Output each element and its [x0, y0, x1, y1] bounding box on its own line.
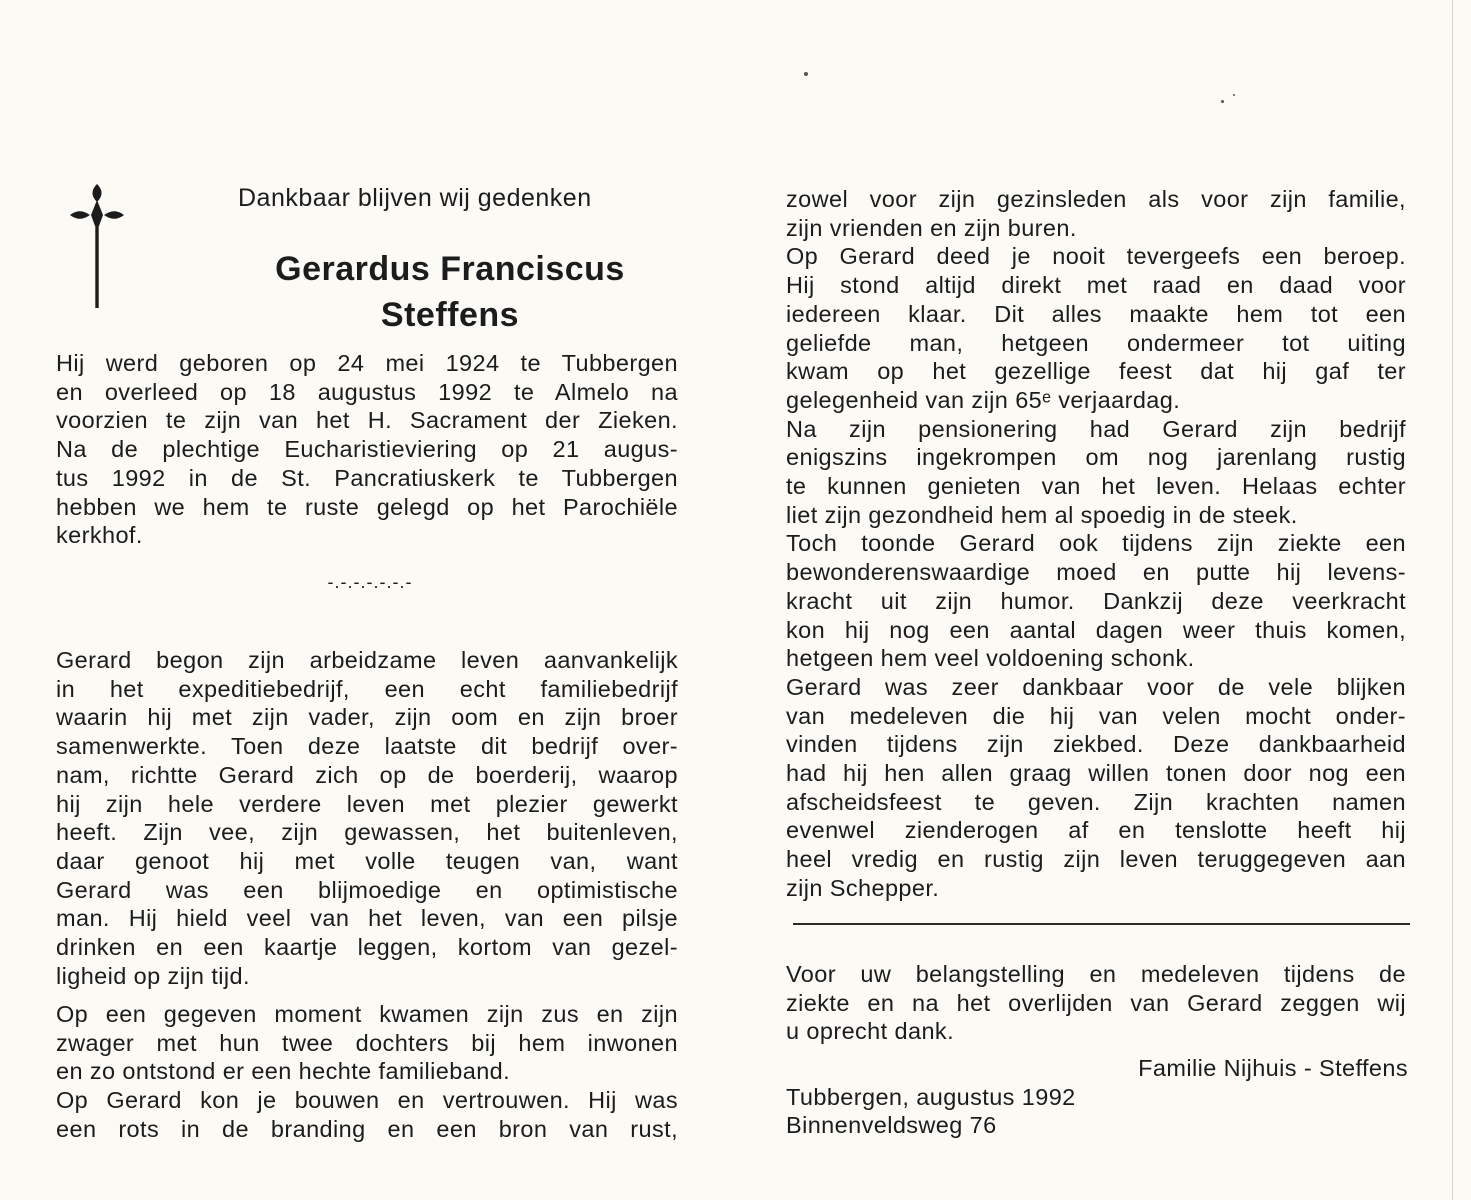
family-paragraph — [56, 1000, 678, 1144]
card-fold-line — [1452, 0, 1453, 1200]
text-line: enigszins ingekrompen om nog jarenlang rustig — [786, 444, 1406, 471]
thanks-paragraph — [786, 960, 1406, 1046]
text-line: een rots in de branding en een bron van rust, — [56, 1115, 678, 1142]
text-line: vinden tijdens zijn ziekbed. Deze dankbaarheid — [786, 731, 1406, 758]
text-line: drinken en een kaartje leggen, kortom van gezel- — [56, 934, 678, 961]
text-line: hebben we hem te ruste gelegd op het Parochiële — [56, 493, 678, 520]
text-line: kracht uit zijn humor. Dankzij deze veerkracht — [786, 587, 1406, 614]
text-line: heel vredig en rustig zijn leven teruggegeven aan — [786, 846, 1406, 873]
text-line: ziekte en na het overlijden van Gerard zeggen wij — [786, 989, 1406, 1016]
text-line: voorzien te zijn van het H. Sacrament der Zieken. — [56, 407, 678, 434]
cross-icon — [70, 184, 124, 308]
ornamental-separator: -.-.-.-.-.-.- — [327, 572, 413, 592]
text-line: gelegenheid van zijn 65ᵉ verjaardag. — [786, 386, 1181, 413]
text-line: kwam op het gezellige feest dat hij gaf ter — [786, 358, 1406, 385]
horizontal-divider — [793, 923, 1410, 925]
family-signature: Familie Nijhuis - Steffens — [1138, 1055, 1408, 1081]
text-line: kerkhof. — [56, 522, 143, 549]
text-line: iedereen klaar. Dit alles maakte hem tot een — [786, 300, 1406, 327]
address: Binnenveldsweg 76 — [786, 1112, 997, 1139]
text-line: Na zijn pensionering had Gerard zijn bedrijf — [786, 415, 1406, 442]
text-line: te kunnen genieten van het leven. Helaas echter — [786, 473, 1406, 500]
text-line: Voor uw belangstelling en medeleven tijdens de — [786, 961, 1406, 987]
text-line: zijn vrienden en zijn buren. — [786, 214, 1077, 241]
text-line: Gerard was een blijmoedige en optimistische — [56, 876, 678, 903]
text-line: zijn Schepper. — [786, 874, 940, 901]
deceased-surname: Steffens — [380, 296, 520, 334]
text-line: Na de plechtige Eucharistieviering op 21 augus- — [56, 436, 678, 463]
text-line: tus 1992 in de St. Pancratiuskerk te Tubbergen — [56, 464, 678, 491]
memorial-opener: Dankbaar blijven wij gedenken — [238, 184, 592, 212]
place-and-date: Tubbergen, augustus 1992 — [786, 1083, 1076, 1110]
print-speck — [804, 72, 808, 76]
text-line: Op Gerard kon je bouwen en vertrouwen. Hij was — [56, 1087, 678, 1114]
text-line: van medeleven die hij van velen mocht onder- — [786, 702, 1406, 729]
text-line: kon hij nog een aantal dagen weer thuis komen, — [786, 616, 1406, 643]
print-speck — [1221, 100, 1224, 103]
text-line: heeft. Zijn vee, zijn gewassen, het buitenleven, — [56, 819, 678, 846]
text-line: liet zijn gezondheid hem al spoedig in de steek. — [786, 501, 1298, 528]
text-line: Toch toonde Gerard ook tijdens zijn ziekte een — [786, 530, 1406, 557]
text-line: hetgeen hem veel voldoening schonk. — [786, 645, 1195, 672]
text-line: ligheid op zijn tijd. — [56, 962, 250, 989]
text-line: Hij stond altijd direkt met raad en daad voor — [786, 272, 1406, 299]
text-line: man. Hij hield veel van het leven, van een pilsje — [56, 905, 678, 932]
text-line: afscheidsfeest te geven. Zijn krachten namen — [786, 788, 1406, 815]
deceased-name — [220, 246, 680, 338]
text-line: nam, richtte Gerard zich op de boerderij, waarop — [56, 761, 678, 788]
deceased-first-names: Gerardus Franciscus — [275, 250, 625, 288]
biography-paragraph — [56, 646, 678, 990]
text-line: u oprecht dank. — [786, 1018, 954, 1045]
print-speck — [1233, 94, 1235, 96]
birth-death-paragraph — [56, 349, 678, 550]
text-line: Gerard was zeer dankbaar voor de vele blijken — [786, 673, 1406, 700]
text-line: daar genoot hij met volle teugen van, want — [56, 847, 678, 874]
text-line: had hij hen allen graag willen tonen door nog een — [786, 760, 1406, 787]
text-line: bewonderenswaardige moed en putte hij levens- — [786, 559, 1406, 586]
right-column-paragraph — [786, 185, 1406, 903]
text-line: samenwerkte. Toen deze laatste dit bedrijf over- — [56, 733, 678, 760]
signoff-block — [786, 1054, 1408, 1140]
text-line: zowel voor zijn gezinsleden als voor zijn familie, — [786, 186, 1406, 212]
text-line: zwager met hun twee dochters bij hem inwonen — [56, 1029, 678, 1056]
text-line: geliefde man, hetgeen ondermeer tot uiting — [786, 329, 1406, 356]
text-line: Op Gerard deed je nooit tevergeefs een beroep. — [786, 243, 1406, 270]
text-line: Hij werd geboren op 24 mei 1924 te Tubbergen — [56, 350, 678, 376]
text-line: en zo ontstond er een hechte familieband. — [56, 1058, 511, 1085]
text-line: Op een gegeven moment kwamen zijn zus en zijn — [56, 1001, 678, 1027]
text-line: Gerard begon zijn arbeidzame leven aanvankelijk — [56, 647, 678, 673]
text-line: in het expeditiebedrijf, een echt familiebedrijf — [56, 675, 678, 702]
text-line: evenwel zienderogen af en tenslotte heeft hij — [786, 817, 1406, 844]
text-line: en overleed op 18 augustus 1992 te Almelo na — [56, 378, 678, 405]
text-line: hij zijn hele verdere leven met plezier gewerkt — [56, 790, 678, 817]
text-line: waarin hij met zijn vader, zijn oom en zijn broer — [56, 704, 678, 731]
